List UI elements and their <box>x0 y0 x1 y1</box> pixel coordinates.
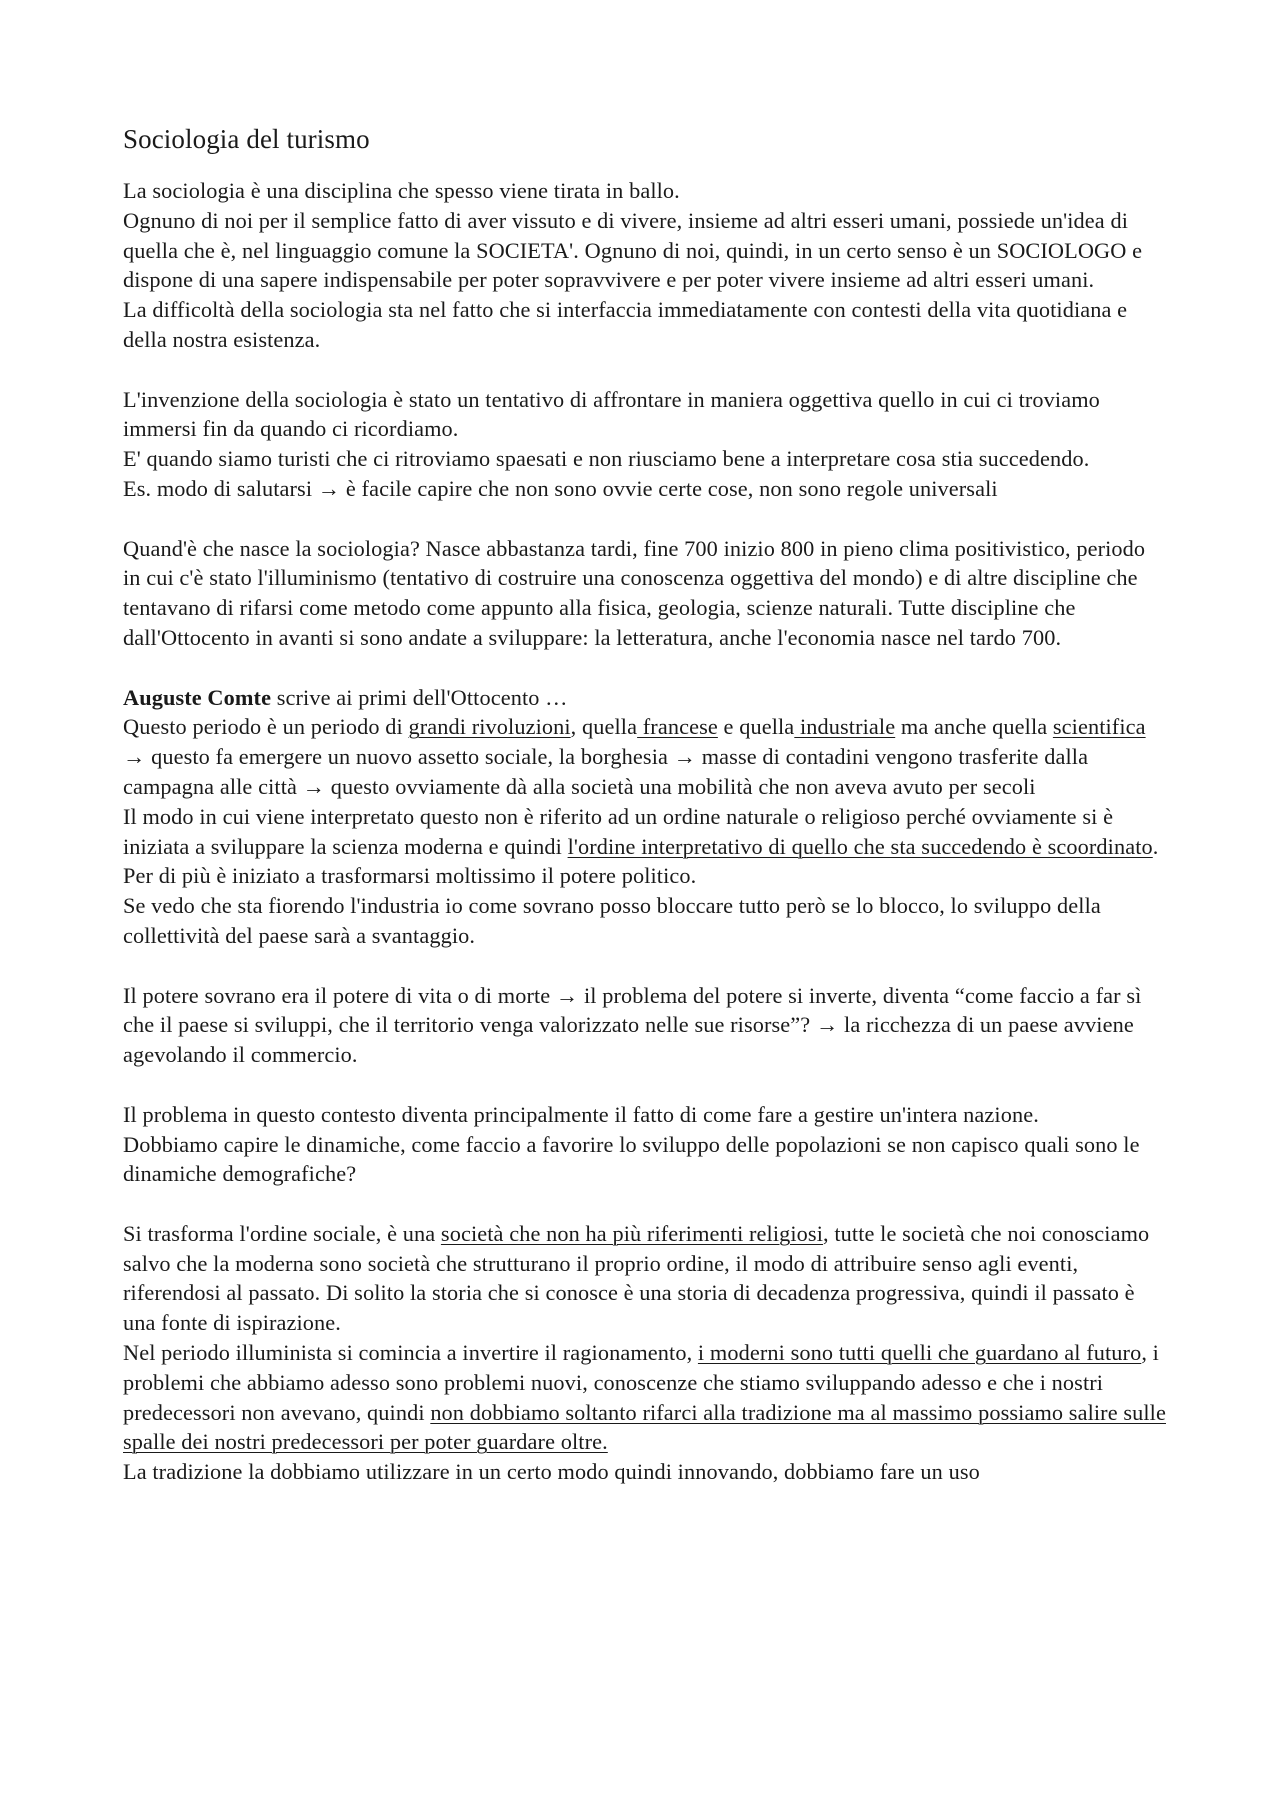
paragraph-gap <box>123 355 1168 385</box>
paragraph <box>123 683 1168 713</box>
document-body <box>123 122 1168 1487</box>
underlined-text: non dobbiamo soltanto rifarci alla tradizione ma al massimo possiamo salire sulle spalle dei nostri predecessori per poter guardare oltre. <box>123 1399 1166 1455</box>
text-span: Questo periodo è un periodo di <box>123 714 409 740</box>
text-span: scrive ai primi dell'Ottocento … <box>271 684 568 710</box>
paragraph: La tradizione la dobbiamo utilizzare in un certo modo quindi innovando, dobbiamo fare un uso <box>123 1459 980 1485</box>
text-span: → questo fa emergere un nuovo assetto sociale, la borghesia → masse di contadini vengono trasferite dalla campagna alle città → questo ovviamente dà alla società una mobilità che non aveva avuto per secoli <box>123 744 1089 799</box>
paragraph-gap <box>123 1070 1168 1100</box>
text-span: e quella <box>717 714 795 740</box>
paragraph-gap <box>123 1189 1168 1219</box>
paragraph-gap <box>123 653 1168 683</box>
text-span: , tutte le società che noi conosciamo salvo che la moderna sono società che strutturano il proprio ordine, il modo di attribuire senso agli eventi, riferendosi al passato. Di solito la storia che si conosce è una storia di decadenza progressiva, quindi il passato è una fonte di ispirazione. <box>123 1220 1150 1336</box>
underlined-text: l'ordine interpretativo di quello che sta succedendo è scoordinato <box>567 833 1153 859</box>
paragraph <box>123 802 1168 891</box>
underlined-text: industriale <box>794 714 896 740</box>
author-name: Auguste Comte <box>123 684 272 710</box>
paragraph <box>123 712 1168 801</box>
paragraph: Se vedo che sta fiorendo l'industria io come sovrano posso bloccare tutto però se lo blocco, lo sviluppo della collettività del paese sarà a svantaggio. <box>123 893 1101 948</box>
paragraph: L'invenzione della sociologia è stato un tentativo di affrontare in maniera oggettiva quello in cui ci troviamo immersi fin da quando ci ricordiamo. <box>123 386 1100 442</box>
text-span: ma anche quella <box>895 714 1053 740</box>
paragraph: E' quando siamo turisti che ci ritroviamo spaesati e non riusciamo bene a interpretare cosa stia succedendo. <box>123 446 1090 472</box>
text-span: Nel periodo illuminista si comincia a invertire il ragionamento, <box>123 1340 698 1366</box>
paragraph-gap <box>123 951 1168 981</box>
paragraph <box>123 1338 1168 1457</box>
text-span: , quella <box>570 714 638 740</box>
paragraph: La sociologia è una disciplina che spesso viene tirata in ballo. <box>123 178 680 203</box>
underlined-text: i moderni sono tutti quelli che guardano al futuro <box>697 1340 1142 1366</box>
text-span: , i problemi che abbiamo adesso sono problemi nuovi, conoscenze che stiamo sviluppando adesso e che i nostri predecessori non avevano, quindi <box>123 1340 1159 1425</box>
underlined-text: grandi rivoluzioni <box>408 714 571 740</box>
paragraph: Es. modo di salutarsi → è facile capire che non sono ovvie certe cose, non sono regole universali <box>123 475 998 501</box>
document-title: Sociologia del turismo <box>123 124 370 154</box>
text-span: Il modo in cui viene interpretato questo non è riferito ad un ordine naturale o religioso perché ovviamente si è iniziata a sviluppare la scienza moderna e quindi <box>123 803 1114 859</box>
text-span: . Per di più è iniziato a trasformarsi moltissimo il potere politico. <box>123 833 1159 889</box>
paragraph: Il potere sovrano era il potere di vita o di morte → il problema del potere si inverte, diventa “come faccio a far sì che il paese si sviluppi, che il territorio venga valorizzato nelle sue risorse”? → la ricchezza di un paese avviene agevolando il commercio. <box>123 982 1142 1068</box>
paragraph: Il problema in questo contesto diventa principalmente il fatto di come fare a gestire un'intera nazione. <box>123 1101 1039 1127</box>
paragraph: Quand'è che nasce la sociologia? Nasce abbastanza tardi, fine 700 inizio 800 in pieno clima positivistico, periodo in cui c'è stato l'illuminismo (tentativo di costruire una conoscenza oggettiva del mondo) e di altre discipline che tentavano di rifarsi come metodo come appunto alla fisica, geologia, scienze naturali. Tutte discipline che dall'Ottocento in avanti si sono andate a sviluppare: la letteratura, anche l'economia nasce nel tardo 700. <box>123 535 1146 650</box>
underlined-text: francese <box>637 714 718 740</box>
paragraph-gap <box>123 504 1168 534</box>
paragraph <box>123 1219 1168 1338</box>
text-span: Si trasforma l'ordine sociale, è una <box>123 1220 441 1246</box>
underlined-text: scientifica <box>1052 714 1146 740</box>
paragraph: La difficoltà della sociologia sta nel fatto che si interfaccia immediatamente con contesti della vita quotidiana e della nostra esistenza. <box>123 297 1128 352</box>
paragraph: Ognuno di noi per il semplice fatto di aver vissuto e di vivere, insieme ad altri esseri umani, possiede un'idea di quella che è, nel linguaggio comune la SOCIETA'. Ognuno di noi, quindi, in un certo senso è un SOCIOLOGO e dispone di una sapere indispensabile per poter sopravvivere e per poter vivere insieme ad altri esseri umani. <box>123 207 1143 293</box>
paragraph: Dobbiamo capire le dinamiche, come faccio a favorire lo sviluppo delle popolazioni se non capisco quali sono le dinamiche demografiche? <box>123 1131 1140 1187</box>
underlined-text: società che non ha più riferimenti religiosi <box>440 1220 824 1246</box>
